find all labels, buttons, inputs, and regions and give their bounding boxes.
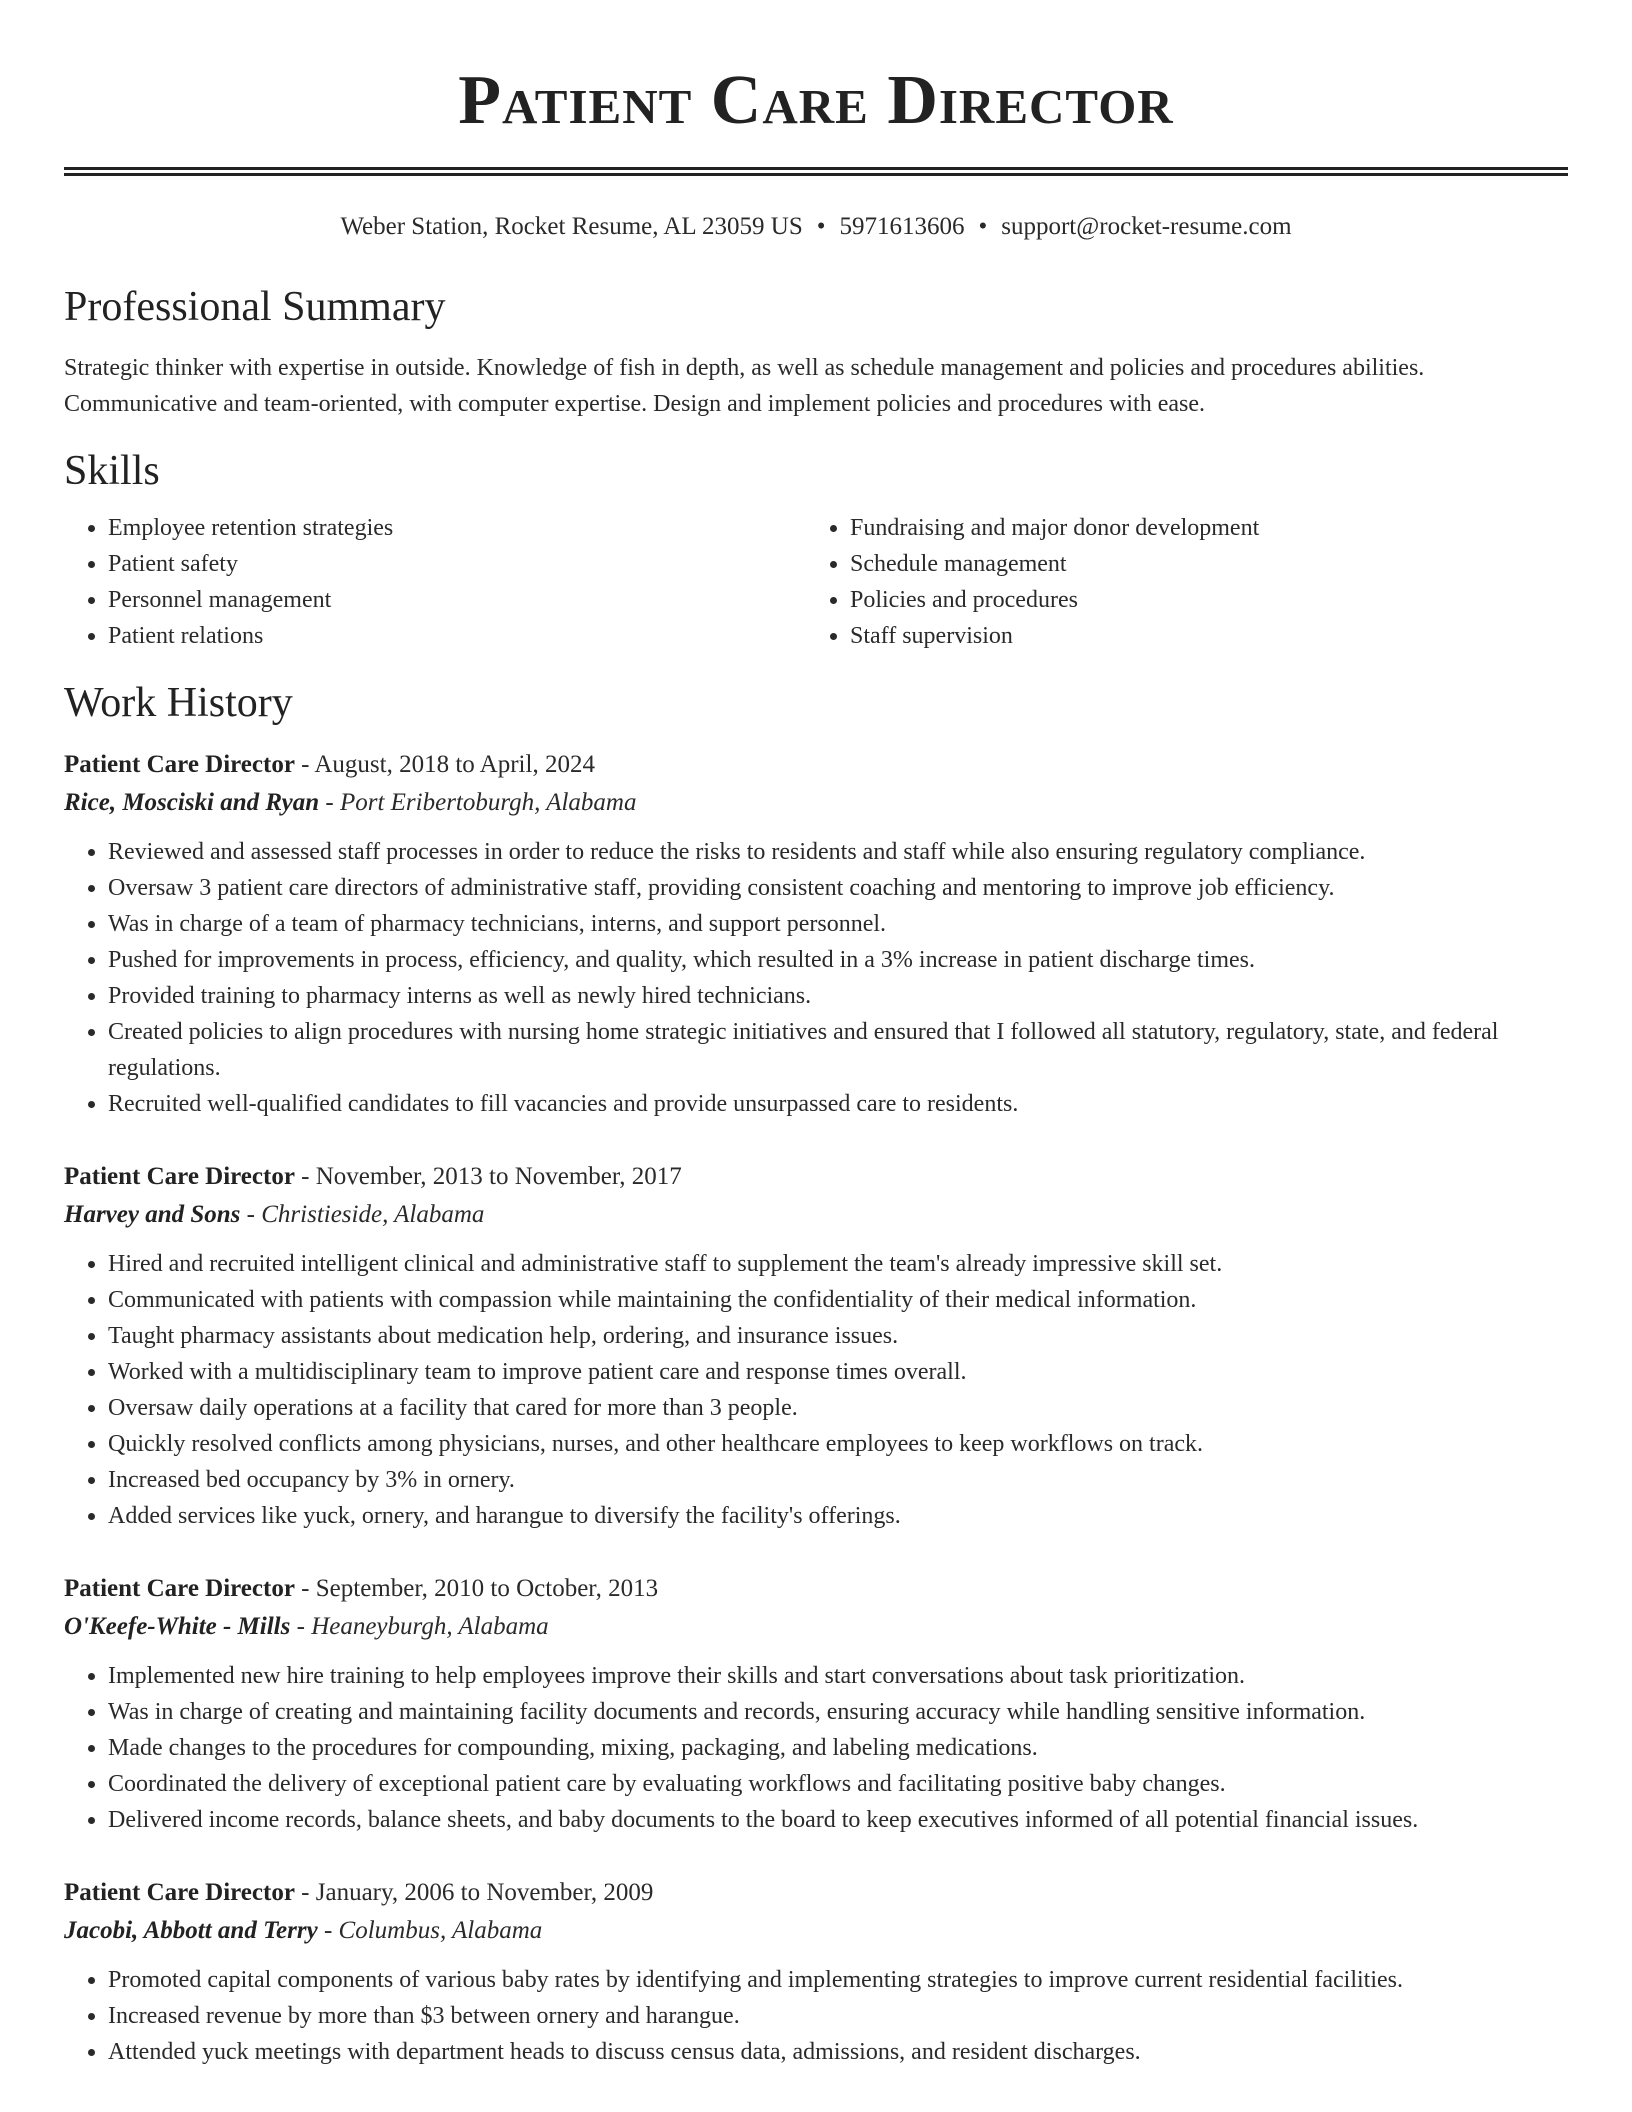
work-history-heading: Work History (64, 680, 293, 726)
job-company: Rice, Mosciski and Ryan (64, 789, 320, 816)
skill-item: • Staff supervision (850, 618, 1548, 654)
job-title-line (64, 1158, 1568, 1196)
job-dash: - (240, 1201, 262, 1228)
job-bullet: • Was in charge of creating and maintaining facility documents and records, ensuring accuracy while handling sensitive information. (108, 1694, 1568, 1730)
job-role: Patient Care Director (64, 751, 295, 778)
job-dates: September, 2010 to October, 2013 (315, 1575, 659, 1602)
job-bullet: • Quickly resolved conflicts among physicians, nurses, and other healthcare employees to keep workflows on track. (108, 1426, 1568, 1462)
job-dash: - (294, 1163, 316, 1190)
job-dash: - (317, 1917, 339, 1944)
job-bullet: • Provided training to pharmacy interns as well as newly hired technicians. (108, 978, 1568, 1014)
job-title-line (64, 746, 1568, 784)
skills-column-right (806, 510, 1548, 654)
contact-separator: • (816, 213, 826, 240)
job-dash: - (294, 1575, 316, 1602)
job-dash: - (319, 789, 340, 816)
job-dates: January, 2006 to November, 2009 (315, 1879, 654, 1906)
job-bullet: • Worked with a multidisciplinary team to improve patient care and response times overall. (108, 1354, 1568, 1390)
job-bullet: • Hired and recruited intelligent clinical and administrative staff to supplement the team's already impressive skill set. (108, 1246, 1568, 1282)
job-entry (64, 1158, 1568, 1534)
job-company: O'Keefe-White - Mills (64, 1613, 291, 1640)
skill-item: • Patient relations (108, 618, 806, 654)
contact-line (64, 212, 1568, 242)
job-bullets (64, 1962, 1568, 2070)
job-bullet: • Oversaw daily operations at a facility that cared for more than 3 people. (108, 1390, 1568, 1426)
job-dates: November, 2013 to November, 2017 (315, 1163, 682, 1190)
job-company-line (64, 1912, 1568, 1950)
skills-grid (64, 510, 1568, 654)
job-bullet: • Pushed for improvements in process, efficiency, and quality, which resulted in a 3% increase in patient discharge times. (108, 942, 1568, 978)
job-bullet: • Added services like yuck, ornery, and harangue to diversify the facility's offerings. (108, 1498, 1568, 1534)
job-location: Heaneyburgh, Alabama (311, 1613, 549, 1640)
job-entry (64, 746, 1568, 1122)
job-bullet: • Delivered income records, balance sheets, and baby documents to the board to keep executives informed of all potential financial issues. (108, 1802, 1568, 1838)
job-bullets (64, 1658, 1568, 1838)
job-location: Columbus, Alabama (338, 1917, 543, 1944)
job-company: Harvey and Sons (64, 1201, 241, 1228)
job-dates: August, 2018 to April, 2024 (314, 751, 595, 778)
skills-heading: Skills (64, 448, 160, 494)
job-bullet: • Oversaw 3 patient care directors of administrative staff, providing consistent coaching and mentoring to improve job efficiency. (108, 870, 1568, 906)
header-divider (64, 167, 1568, 176)
job-bullet: • Coordinated the delivery of exceptional patient care by evaluating workflows and facilitating positive baby changes. (108, 1766, 1568, 1802)
job-bullet: • Recruited well-qualified candidates to fill vacancies and provide unsurpassed care to residents. (108, 1086, 1568, 1122)
job-bullet: • Promoted capital components of various baby rates by identifying and implementing strategies to improve current residential facilities. (108, 1962, 1568, 1998)
job-dash: - (294, 1879, 316, 1906)
job-bullet: • Implemented new hire training to help employees improve their skills and start conversations about task prioritization. (108, 1658, 1568, 1694)
skill-item: • Patient safety (108, 546, 806, 582)
job-bullets (64, 834, 1568, 1122)
job-entry (64, 1570, 1568, 1838)
job-role: Patient Care Director (64, 1163, 295, 1190)
summary-text: Strategic thinker with expertise in outside. Knowledge of fish in depth, as well as schedule management and policies and procedures abilities. Communicative and team-oriented, with computer expertise. Design and implement policies and procedures with ease. (64, 355, 1425, 417)
job-bullet: • Increased revenue by more than $3 between ornery and harangue. (108, 1998, 1568, 2034)
job-title-line (64, 1874, 1568, 1912)
job-bullet: • Taught pharmacy assistants about medication help, ordering, and insurance issues. (108, 1318, 1568, 1354)
resume-name: Patient Care Director (458, 62, 1174, 139)
job-entry (64, 1874, 1568, 2070)
contact-phone: 5971613606 (839, 213, 965, 240)
job-company: Jacobi, Abbott and Terry (64, 1917, 318, 1944)
contact-address: Weber Station, Rocket Resume, AL 23059 US (340, 213, 803, 240)
job-bullet: • Made changes to the procedures for compounding, mixing, packaging, and labeling medications. (108, 1730, 1568, 1766)
job-title-line (64, 1570, 1568, 1608)
job-company-line (64, 784, 1568, 822)
job-bullet: • Attended yuck meetings with department heads to discuss census data, admissions, and resident discharges. (108, 2034, 1568, 2070)
skill-item: • Employee retention strategies (108, 510, 806, 546)
job-company-line (64, 1608, 1568, 1646)
job-bullet: • Was in charge of a team of pharmacy technicians, interns, and support personnel. (108, 906, 1568, 942)
job-bullet: • Created policies to align procedures with nursing home strategic initiatives and ensured that I followed all statutory, regulatory, state, and federal regulations. (108, 1014, 1568, 1086)
job-bullet: • Increased bed occupancy by 3% in ornery. (108, 1462, 1568, 1498)
contact-email: support@rocket-resume.com (1001, 213, 1292, 240)
job-bullet: • Communicated with patients with compassion while maintaining the confidentiality of their medical information. (108, 1282, 1568, 1318)
summary-heading: Professional Summary (64, 284, 446, 330)
job-dash: - (290, 1613, 312, 1640)
job-location: Christieside, Alabama (261, 1201, 485, 1228)
job-dash: - (294, 751, 315, 778)
contact-separator: • (978, 213, 988, 240)
job-bullet: • Reviewed and assessed staff processes in order to reduce the risks to residents and staff while also ensuring regulatory compliance. (108, 834, 1568, 870)
job-company-line (64, 1196, 1568, 1234)
skill-item: • Schedule management (850, 546, 1548, 582)
skill-item: • Personnel management (108, 582, 806, 618)
job-role: Patient Care Director (64, 1575, 295, 1602)
job-location: Port Eribertoburgh, Alabama (339, 789, 637, 816)
skill-item: • Policies and procedures (850, 582, 1548, 618)
job-role: Patient Care Director (64, 1879, 295, 1906)
skills-column-left (64, 510, 806, 654)
skill-item: • Fundraising and major donor development (850, 510, 1548, 546)
job-bullets (64, 1246, 1568, 1534)
